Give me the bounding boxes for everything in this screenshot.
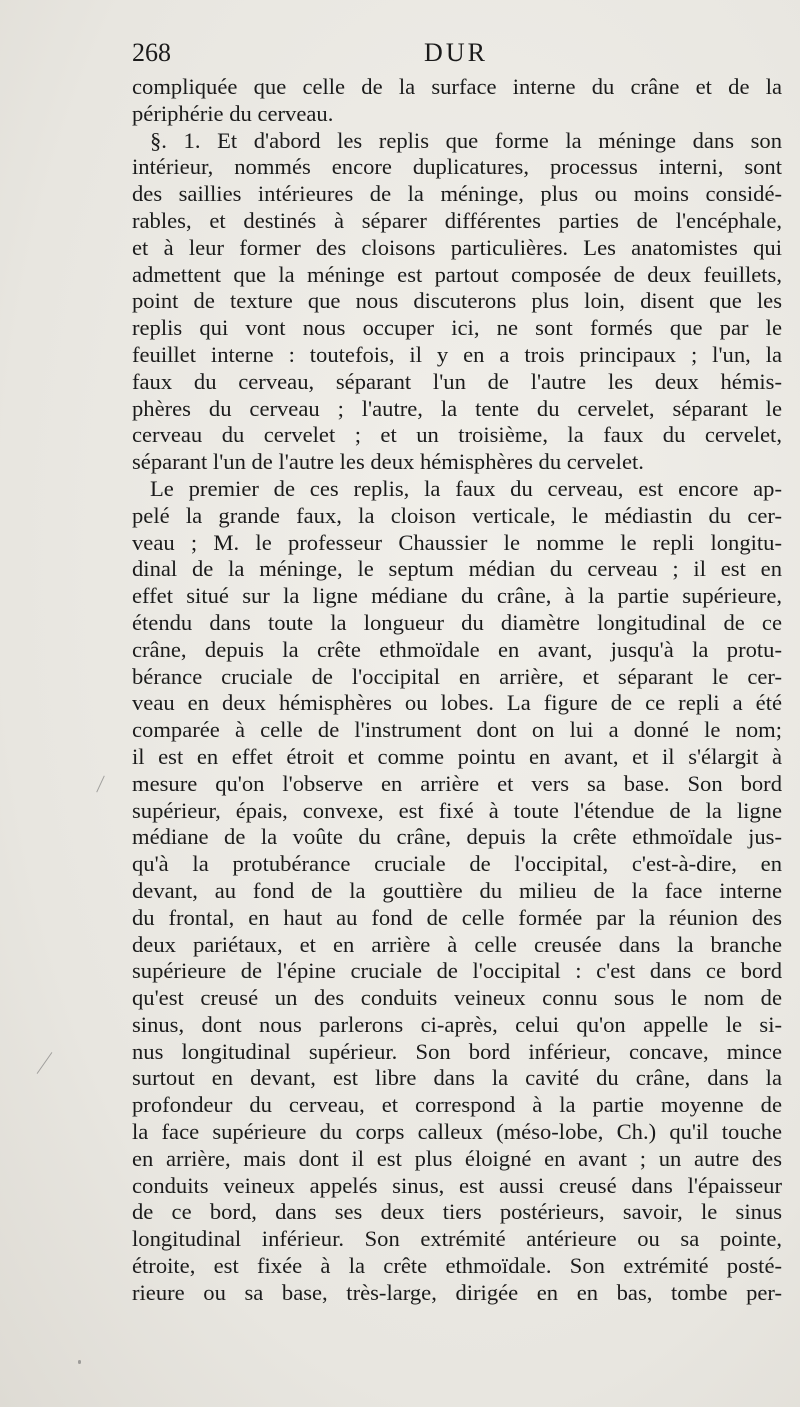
text-line: il est en effet étroit et comme pointu en avant, et il s'élargit à [132, 743, 782, 769]
text-line: surtout en devant, est libre dans la cavité du crâne, dans la [132, 1065, 782, 1091]
text-line: effet situé sur la ligne médiane du crâne, à la partie supérieure, [132, 583, 782, 609]
text-line: séparant l'un de l'autre les deux hémisphères du cervelet. [132, 449, 644, 475]
text-line: en arrière, mais dont il est plus éloigné en avant ; un autre des [132, 1145, 782, 1171]
text-line: profondeur du cerveau, et correspond à la partie moyenne de [132, 1092, 782, 1118]
running-title: DUR [424, 38, 488, 67]
text-line: faux du cerveau, séparant l'un de l'autre les deux hémis- [132, 368, 782, 394]
text-line: phères du cerveau ; l'autre, la tente du cervelet, séparant le [132, 395, 782, 421]
pencil-mark [37, 1052, 53, 1074]
text-line: veau ; M. le professeur Chaussier le nomme le repli longitu- [132, 529, 782, 555]
text-line: devant, au fond de la gouttière du milieu de la face interne [132, 877, 782, 903]
text-line: mesure qu'on l'observe en arrière et vers sa base. Son bord [132, 770, 782, 796]
text-line: admettent que la méninge est partout composée de deux feuillets, [132, 261, 782, 287]
text-line: feuillet interne : toutefois, il y en a trois principaux ; l'un, la [132, 341, 782, 367]
text-line: veau en deux hémisphères ou lobes. La figure de ce repli a été [132, 690, 782, 716]
text-line: des saillies intérieures de la méninge, plus ou moins considé- [132, 181, 782, 207]
text-line: pelé la grande faux, la cloison verticale, le médiastin du cer- [132, 502, 782, 528]
pencil-mark [96, 776, 105, 793]
text-line: la face supérieure du corps calleux (méso-lobe, Ch.) qu'il touche [132, 1119, 782, 1145]
text-line: et à leur former des cloisons particulières. Les anatomistes qui [132, 234, 782, 260]
text-line: étroite, est fixée à la crête ethmoïdale. Son extrémité posté- [132, 1253, 782, 1279]
text-line: supérieure de l'épine cruciale de l'occipital : c'est dans ce bord [132, 958, 782, 984]
text-line: de ce bord, dans ses deux tiers postérieurs, savoir, le sinus [132, 1199, 782, 1225]
text-line: nus longitudinal supérieur. Son bord inférieur, concave, mince [132, 1038, 782, 1064]
text-line: deux pariétaux, et en arrière à celle creusée dans la branche [132, 931, 782, 957]
text-line: compliquée que celle de la surface interne du crâne et de la [132, 74, 782, 99]
running-head [132, 38, 780, 72]
text-line: §. 1. Et d'abord les replis que forme la méninge dans son [150, 127, 782, 153]
text-line: sinus, dont nous parlerons ci-après, celui qu'on appelle le si- [132, 1011, 782, 1037]
text-line: rables, et destinés à séparer différentes parties de l'encéphale, [132, 207, 782, 233]
text-line: crâne, depuis la crête ethmoïdale en avant, jusqu'à la protu- [132, 636, 782, 662]
page-number: 268 [132, 38, 171, 67]
text-line: replis qui vont nous occuper ici, ne sont formés que par le [132, 315, 782, 341]
text-line: rieure ou sa base, très-large, dirigée en en bas, tombe per- [132, 1279, 782, 1305]
text-line: cerveau du cervelet ; et un troisième, la faux du cervelet, [132, 422, 782, 448]
pencil-mark [78, 1360, 81, 1364]
text-line: médiane de la voûte du crâne, depuis la crête ethmoïdale jus- [132, 824, 782, 850]
text-line: longitudinal inférieur. Son extrémité antérieure ou sa pointe, [132, 1226, 782, 1252]
text-line: qu'est creusé un des conduits veineux connu sous le nom de [132, 985, 782, 1011]
text-line: étendu dans toute la longueur du diamètre longitudinal de ce [132, 609, 782, 635]
body-text [132, 74, 782, 1307]
text-line: Le premier de ces replis, la faux du cerveau, est encore ap- [150, 475, 782, 501]
text-line: qu'à la protubérance cruciale de l'occipital, c'est-à-dire, en [132, 851, 782, 877]
text-line: du frontal, en haut au fond de celle formée par la réunion des [132, 904, 782, 930]
text-line: point de texture que nous discuterons plus loin, disent que les [132, 288, 782, 314]
text-line: dinal de la méninge, le septum médian du cerveau ; il est en [132, 556, 782, 582]
text-line: intérieur, nommés encore duplicatures, processus interni, sont [132, 154, 782, 180]
text-line: bérance cruciale de l'occipital en arrière, et séparant le cer- [132, 663, 782, 689]
text-line: périphérie du cerveau. [132, 100, 334, 126]
text-line: conduits veineux appelés sinus, est aussi creusé dans l'épaisseur [132, 1172, 782, 1198]
text-line: comparée à celle de l'instrument dont on lui a donné le nom; [132, 717, 782, 743]
text-line: supérieur, épais, convexe, est fixé à toute l'étendue de la ligne [132, 797, 782, 823]
